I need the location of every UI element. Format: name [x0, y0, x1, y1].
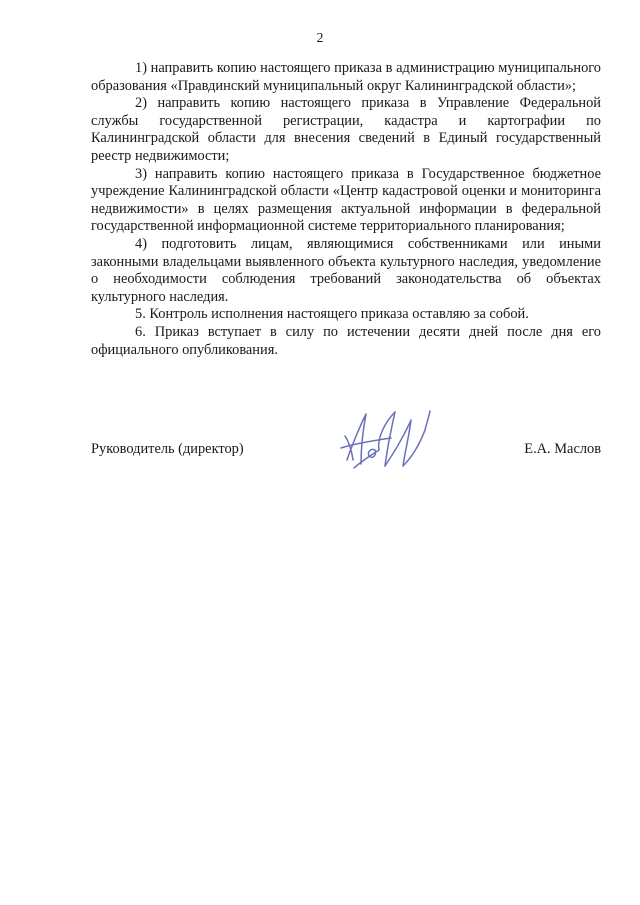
paragraph-item-1: 1) направить копию настоящего приказа в администрацию муниципального образования «Правдинский муниципальный округ Калининградской области»;	[91, 60, 601, 94]
paragraph-item-3: 3) направить копию настоящего приказа в Государственное бюджетное учреждение Калининградской области «Центр кадастровой оценки и мониторинга недвижимости» в целях размещения актуальной информации в федеральной государственной информационной системе территориального планирования;	[91, 165, 601, 235]
paragraph-item-2: 2) направить копию настоящего приказа в Управление Федеральной службы государственной регистрации, кадастра и картографии по Калининградской области для внесения сведений в Единый государственный реестр недвижимости;	[91, 95, 601, 164]
paragraph-control: 5. Контроль исполнения настоящего приказа оставляю за собой.	[135, 306, 529, 323]
page-number: 2	[316, 31, 324, 46]
document-body	[91, 60, 601, 359]
handwritten-signature	[333, 408, 437, 474]
paragraph-effective-date: 6. Приказ вступает в силу по истечении десяти дней после дня его официального опубликования.	[91, 323, 601, 358]
signer-name: Е.А. Маслов	[524, 441, 601, 457]
signer-position: Руководитель (директор)	[91, 441, 244, 457]
paragraph-item-4: 4) подготовить лицам, являющимися собственниками или иными законными владельцами выявленного объекта культурного наследия, уведомление о необходимости соблюдения требований законодательства об объектах культурного наследия.	[91, 235, 601, 305]
